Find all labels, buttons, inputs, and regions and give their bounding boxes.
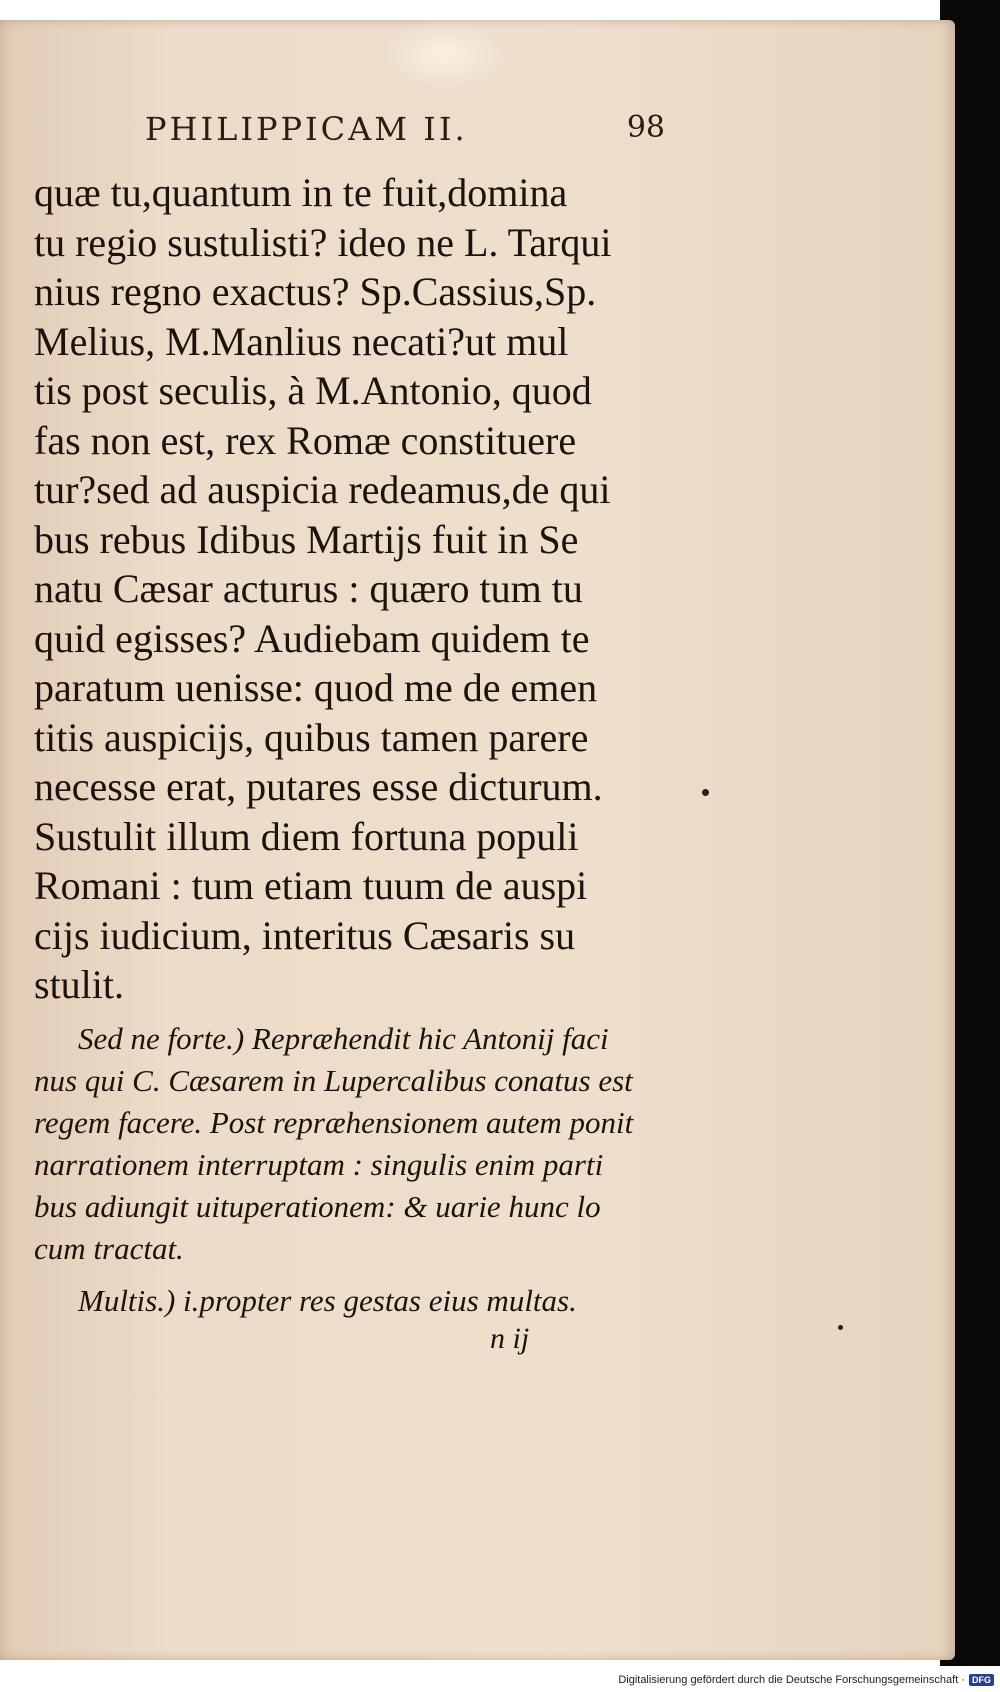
text-line: quid egisses? Audiebam quidem te	[34, 615, 590, 661]
text-line: Melius, M.Manlius necati?ut mul	[34, 318, 569, 364]
commentary-block	[34, 1280, 694, 1322]
ink-spot	[702, 789, 709, 796]
signature-mark: n ij	[490, 1322, 530, 1355]
text-line: necesse erat, putares esse dicturum.	[34, 764, 603, 809]
text-line: cijs iudicium, interitus Cæsaris su	[34, 912, 576, 958]
main-text-block	[34, 168, 694, 1010]
text-line: natu Cæsar acturus : quæro tum tu	[34, 566, 583, 611]
commentary-line: regem facere. Post repræhensionem autem ponit	[34, 1104, 634, 1140]
text-line: paratum uenisse: quod me de emen	[34, 665, 598, 710]
text-line: tu regio sustulisti? ideo ne L. Tarqui	[34, 219, 612, 265]
running-head-title: PHILIPPICAM II.	[145, 110, 468, 148]
commentary-line: Sed ne forte.) Repræhendit hic Antonij faci	[78, 1020, 609, 1056]
text-line: nius regno exactus? Sp.Cassius,Sp.	[34, 269, 597, 314]
text-line: stulit.	[34, 962, 125, 1007]
footer-credit	[618, 1670, 994, 1690]
paper-stain	[380, 20, 510, 90]
running-head	[145, 110, 665, 148]
commentary-block	[34, 1018, 694, 1270]
text-line: tur?sed ad auspicia redeamus,de qui	[34, 467, 611, 512]
ink-spot	[838, 1325, 843, 1330]
dfg-logo-icon: DFG	[969, 1674, 994, 1686]
text-line: Romani : tum etiam tuum de auspi	[34, 863, 588, 908]
text-line: quæ tu,quantum in te fuit,domina	[34, 170, 568, 215]
text-line: Sustulit illum diem fortuna populi	[34, 813, 579, 859]
text-line: fas non est, rex Romæ constituere	[34, 417, 577, 463]
text-line: tis post seculis, à M.Antonio, quod	[34, 368, 592, 413]
text-line: titis auspicijs, quibus tamen parere	[34, 714, 589, 760]
commentary-line: nus qui C. Cæsarem in Lupercalibus conatus est	[34, 1062, 633, 1098]
commentary-line: Multis.) i.propter res gestas eius multas.	[78, 1282, 577, 1318]
commentary-line: bus adiungit uituperationem: & uarie hunc lo	[34, 1188, 601, 1224]
commentary-line: cum tractat.	[34, 1230, 184, 1266]
footer-text: Digitalisierung gefördert durch die Deutsche Forschungsgemeinschaft ·	[618, 1674, 965, 1686]
commentary-line: narrationem interruptam : singulis enim parti	[34, 1146, 604, 1182]
page-number: 98	[626, 110, 665, 145]
text-line: bus rebus Idibus Martijs fuit in Se	[34, 516, 579, 562]
page-body	[34, 168, 694, 1322]
